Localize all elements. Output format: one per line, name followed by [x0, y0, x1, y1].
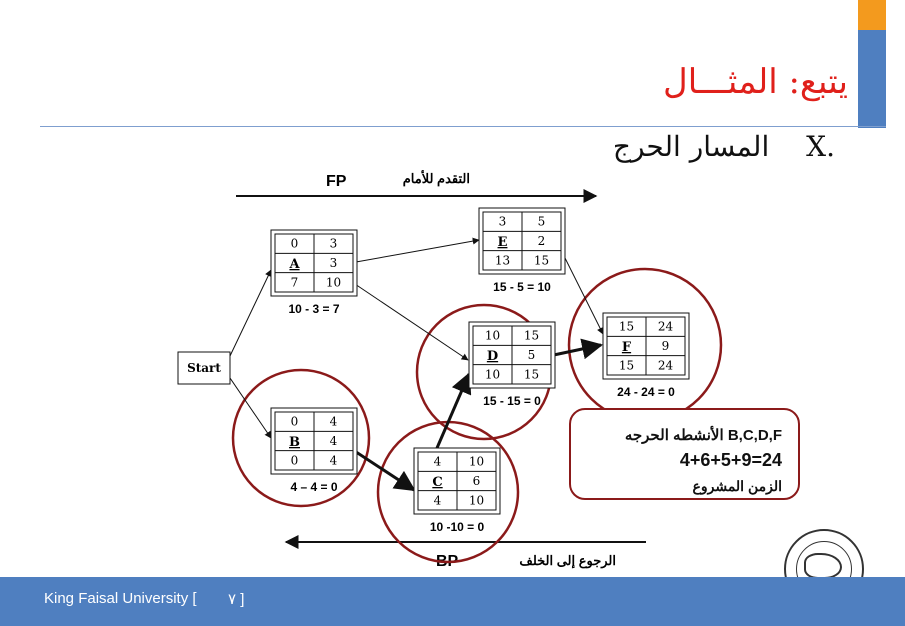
activity-node-a	[271, 230, 357, 316]
footer-bar	[0, 577, 905, 626]
node-duration: 3	[329, 256, 338, 270]
node-name: C	[432, 475, 443, 490]
edge-d-f	[549, 345, 601, 356]
footer-page-number: ٧ ]	[228, 591, 245, 608]
node-lf: 10	[468, 493, 485, 508]
node-slack: 10 - 3 = 7	[288, 302, 340, 316]
edge-a-d	[352, 282, 468, 360]
node-slack: 15 - 5 = 10	[493, 280, 551, 294]
node-ef: 24	[657, 319, 674, 334]
node-es: 0	[290, 414, 299, 429]
node-name: B	[289, 435, 300, 450]
activity-node-d	[469, 322, 555, 408]
node-duration: 9	[661, 339, 670, 353]
activity-node-e	[479, 208, 565, 294]
node-duration: 5	[527, 348, 536, 362]
edge-a-e	[356, 240, 479, 262]
node-lf: 10	[325, 275, 342, 290]
critical-path-sum: 4+6+5+9=24	[679, 450, 782, 470]
node-duration: 4	[329, 434, 338, 448]
node-name: D	[486, 349, 499, 364]
activity-node-f	[603, 313, 689, 399]
node-slack: 10 -10 = 0	[429, 520, 485, 534]
node-name: E	[497, 235, 508, 250]
node-es: 3	[498, 214, 507, 229]
node-ls: 7	[290, 275, 299, 290]
node-es: 10	[484, 328, 501, 343]
critical-summary-box	[569, 408, 800, 500]
backward-pass-arabic: الرجوع إلى الخلف	[519, 553, 616, 568]
node-lf: 4	[329, 453, 338, 468]
heading-number: X.	[806, 130, 835, 163]
node-lf: 15	[533, 253, 550, 268]
node-duration: 6	[472, 474, 481, 488]
node-ls: 10	[484, 367, 501, 382]
node-ef: 15	[523, 328, 540, 343]
edge-e-f	[562, 252, 603, 334]
node-es: 4	[433, 454, 442, 469]
node-ef: 3	[329, 236, 338, 251]
node-duration: 2	[537, 234, 546, 248]
edge-b-c	[350, 448, 414, 490]
forward-pass-arabic: التقدم للأمام	[402, 171, 470, 186]
node-ls: 4	[433, 493, 442, 508]
heading-text: المسار الحرج	[612, 130, 770, 163]
node-es: 0	[290, 236, 299, 251]
node-ls: 15	[618, 358, 635, 373]
node-name: A	[289, 257, 300, 272]
node-name: F	[621, 340, 632, 355]
node-lf: 24	[657, 358, 674, 373]
critical-activities-text: الأنشطه الحرجه B,C,D,F	[624, 427, 782, 444]
node-slack: 15 - 15 = 0	[483, 394, 541, 408]
node-es: 15	[618, 319, 635, 334]
footer-university-name: King Faisal University [	[44, 590, 197, 607]
edge-start-a	[230, 270, 271, 356]
node-ls: 0	[290, 453, 299, 468]
node-slack: 4 – 4 = 0	[290, 480, 338, 494]
node-lf: 15	[523, 367, 540, 382]
node-slack: 24 - 24 = 0	[617, 385, 675, 399]
node-ef: 10	[468, 454, 485, 469]
node-ls: 13	[494, 253, 511, 268]
seal-map-mark	[804, 553, 842, 579]
slide-title: يتبع: المثـــال	[662, 62, 848, 102]
project-duration-label: الزمن المشروع	[692, 478, 782, 494]
node-ef: 5	[537, 214, 546, 229]
forward-pass-label: FP	[326, 173, 347, 190]
start-label: Start	[187, 361, 221, 375]
activity-node-c	[414, 448, 500, 534]
backward-pass-label: BP	[436, 553, 459, 570]
activity-node-b	[271, 408, 357, 494]
node-ef: 4	[329, 414, 338, 429]
edge-start-b	[230, 378, 271, 438]
